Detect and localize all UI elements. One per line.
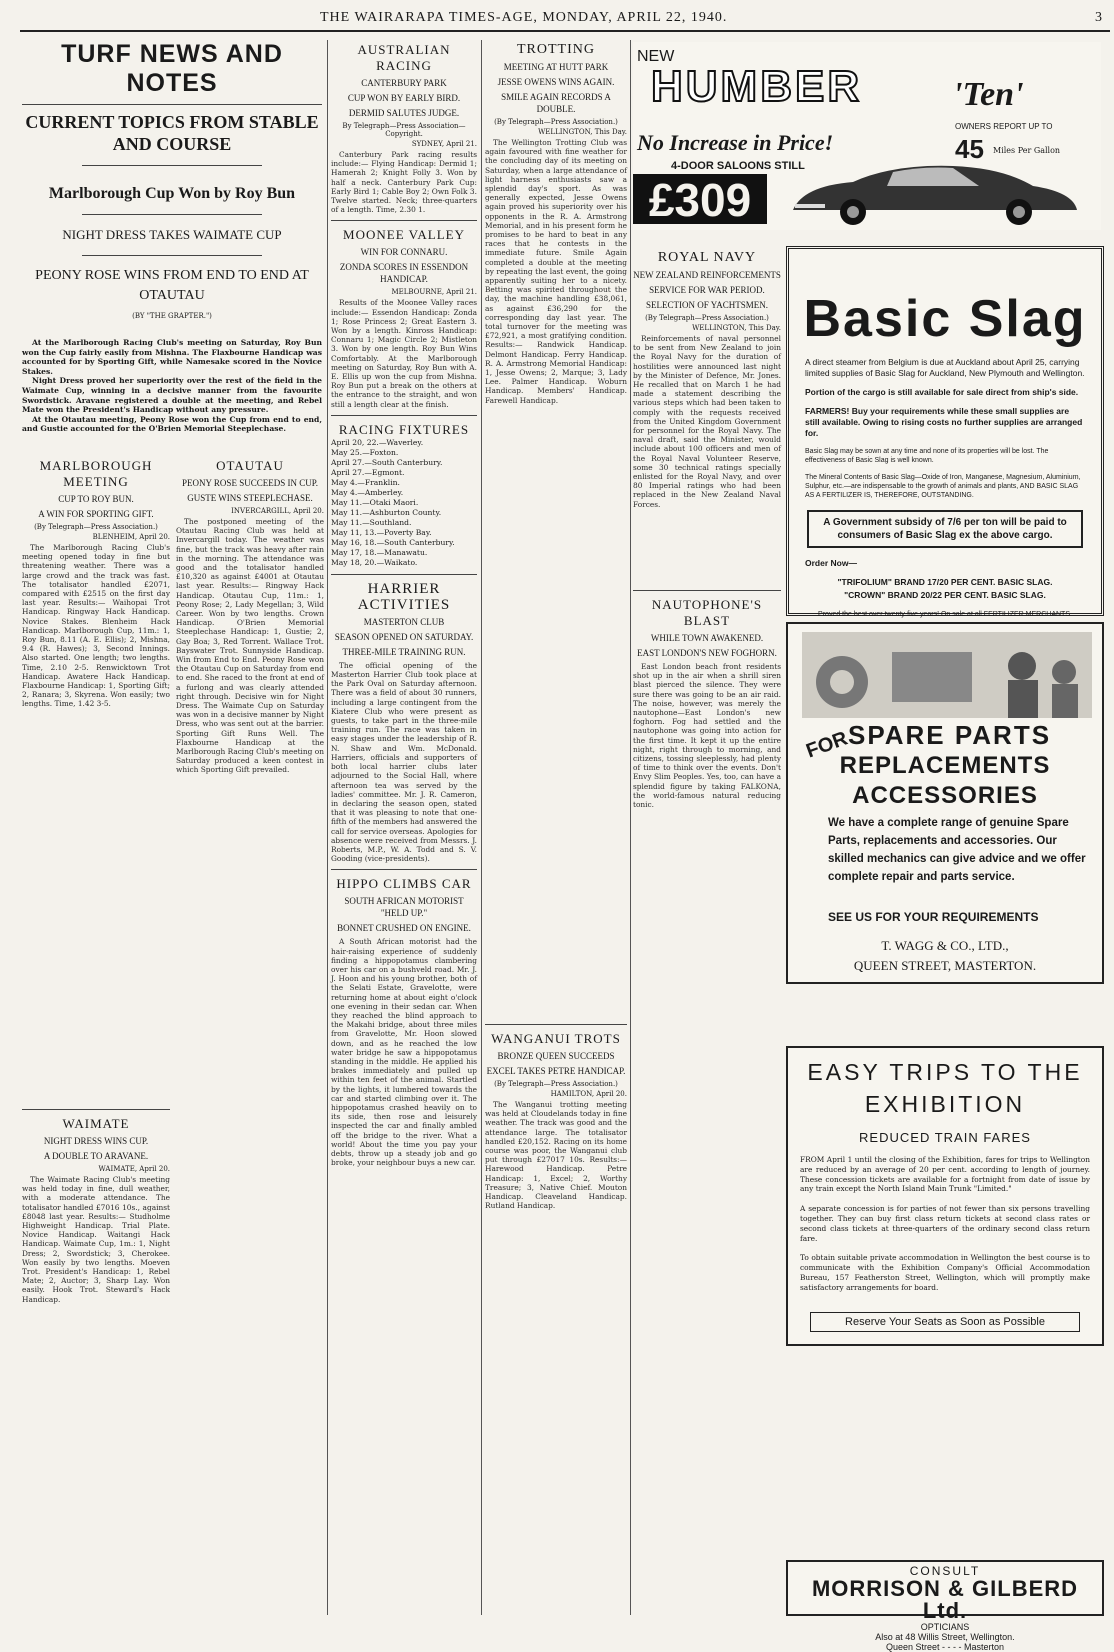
fixture-item: May 16, 18.—South Canterbury.	[331, 537, 455, 547]
parts-firm: T. WAGG & CO., LTD.,	[881, 938, 1009, 953]
exh-reduced: REDUCED TRAIN FARES	[859, 1130, 1031, 1145]
marlborough-sub2: A WIN FOR SPORTING GIFT.	[38, 509, 154, 519]
opticians-advert	[786, 1560, 1104, 1652]
fixture-item: May 18, 20.—Waikato.	[331, 557, 418, 567]
humber-owners: OWNERS REPORT UP TO	[955, 122, 1053, 131]
trotting-s1: JESSE OWENS WINS AGAIN.	[497, 77, 615, 87]
parts-accessories: ACCESSORIES	[852, 782, 1038, 809]
turf-lead-2: Night Dress proved her superiority over the rest of the field in the Waimate Cup, winning in a decisive manner from the favourite Swordstick. Aravane registered a double at the meeting, and Rebel Mate won the President's Handicap without any pressure.	[22, 376, 322, 415]
fixture-item: April 20, 22.—Waverley.	[331, 437, 424, 447]
harrier-sub: MASTERTON CLUB	[363, 616, 445, 627]
slag-p5: The Mineral Contents of Basic Slag—Oxide of Iron, Manganese, Magnesium, Aluminium, Sulphur, etc.—are indispensable to the growth of animals and plants, AND BASIC SLAG AS A FERTILIZER IS, THEREFORE, OUTSTANDING.	[805, 474, 1081, 499]
trotting-sub: MEETING AT HUTT PARK	[503, 62, 609, 72]
waimate-body: The Waimate Racing Club's meeting was held today in fine, dull weather, with a moderate attendance. The totalisator handled £7016 10s., against £8048 last year. Results:— Studholme Highweight Handicap. Trial Plate. Novice Handicap. Waitangi Hack Handicap. Waimate Cup, 1m.: 1, Night Dress; 2, Swordstick; 3, Cherokee. Won easily by two lengths. Moeven Trot. President's Handicap: 1, Rebel Mate; 2, Auctor; 3, Sharp Lay. Won easily. Hook Trot. Steward's Hack Handicap.	[22, 1175, 170, 1304]
royal-navy-column	[633, 244, 781, 1614]
slag-p2: Portion of the cargo is still available for sale direct from ship's side.	[805, 387, 1079, 397]
moonee-title: MOONEE VALLEY	[343, 227, 465, 243]
moonee-body: Results of the Moonee Valley races include:— Essendon Handicap: Zonda 1; Rose Princess 2; Great Eastern 3. Won by a length. Kinross Handicap: Connaru 1; Magic Circle 2; Mistleton 3. Won by one length. Roy Bun Wins Comfortably. At the Marlborough meeting on Saturday, Roy Bun with A. E. Ellis up won the cup from Mishna. Roy Bun put a break on the others at the entrance to the straight, and won still a length clear at the finish.	[331, 298, 477, 409]
trotting-body: The Wellington Trotting Club was again favoured with fine weather for the concluding day of its meeting on Saturday, when a large attendance of light harness enthusiasts saw a splendid day's sport. As was generally expected, Jesse Owens again proved his superiority over his opponents in the R. A. Armstrong Memorial, and in his present form he promises to be hard to beat in any races that he contests in the immediate future. Smile Again completed a double at the meeting by repeating the last event, the going apparently suiting her to a nicety. Betting was spirited throughout the day, the machine handling £38,061, as against £36,290 for the corresponding day last year. The total turnover for the meeting was £72,921, a most gratifying condition. Results:— Randwick Handicap. Delmont Handicap. Ferry Handicap. R. A. Armstrong Memorial Handicap: 1, Jesse Owens; 2, Marque; 3, Lady Lee. Palmer Handicap. Woburn Handicap. Members' Handicap. Farewell Handicap.	[485, 138, 627, 405]
marlborough-sub1: CUP TO ROY BUN.	[58, 494, 134, 504]
column-rule	[481, 40, 482, 1615]
page-number: 3	[1095, 10, 1102, 25]
otautau-title: OTAUTAU	[216, 458, 284, 473]
marlborough-title: MARLBOROUGH MEETING	[39, 458, 153, 489]
headline-night-dress: NIGHT DRESS TAKES WAIMATE CUP	[62, 227, 282, 242]
wanganui-s1: EXCEL TAKES PETRE HANDICAP.	[486, 1066, 626, 1076]
fixture-item: May 11, 13.—Poverty Bay.	[331, 527, 432, 537]
waimate-sub2: A DOUBLE TO ARAVANE.	[43, 1151, 149, 1161]
slag-p3: FARMERS! Buy your requirements while these small supplies are still available. Owing to rising costs no further supplies are arranged for.	[805, 406, 1083, 438]
wanganui-dateline: HAMILTON, April 20.	[550, 1090, 627, 1098]
turf-subheading: CURRENT TOPICS FROM STABLE AND COURSE	[25, 112, 319, 154]
australian-column	[331, 40, 477, 1615]
aus-s1: CUP WON BY EARLY BIRD.	[347, 93, 461, 103]
moonee-sub: WIN FOR CONNARU.	[360, 247, 448, 258]
wanganui-title: WANGANUI TROTS	[491, 1031, 621, 1046]
parts-body: We have a complete range of genuine Spare Parts, replacements and accessories. Our skilled mechanics can give advice and we offer complete repair and parts service.	[828, 817, 1086, 883]
humber-mpg-text: Miles Per Gallon	[993, 146, 1061, 155]
exh-title: EASY TRIPS TO THE EXHIBITION	[807, 1059, 1083, 1117]
navy-body: Reinforcements of naval personnel to be sent from New Zealand to join the Royal Navy for the duration of hostilities were announced last night by the Minister of Defence, Mr. Jones. He recalled that on March 1 he had made a statement describing the various steps which had been taken to comply with the requests received from the United Kingdom Government for personnel for the Royal Navy. The naval draft, said the Minister, would include about 100 officers and men of the Royal Naval Volunteer Reserve, some 30 technical ratings specially enlisted for the Royal Navy, and over 80 Imperial ratings who had been replaced in the New Zealand Naval Forces.	[633, 334, 781, 509]
trotting-dateline: WELLINGTON, This Day.	[538, 128, 627, 136]
slag-order: Order Now—	[805, 558, 857, 568]
masthead	[20, 4, 1110, 32]
humber-new: NEW	[637, 48, 675, 65]
humber-name: HUMBER	[651, 62, 863, 111]
hippo-sub: SOUTH AFRICAN MOTORIST "HELD UP."	[344, 896, 464, 919]
navy-dateline: WELLINGTON, This Day.	[692, 324, 781, 332]
headline-roy-bun: Marlborough Cup Won by Roy Bun	[48, 185, 296, 202]
slag-p4: Basic Slag may be sown at any time and none of its properties will be lost. The effectiveness of Basic Slag is well known.	[805, 448, 1049, 464]
headline-peony-rose: PEONY ROSE WINS FROM END TO END AT OTAUTAU	[35, 268, 309, 303]
harrier-body: The official opening of the Masterton Harrier Club took place at the Park Oval on Saturday afternoon. There was a field of about 30 runners, including a large contingent from the Kiatere Club who were present as guests, to take part in the three-mile training run. The race was taken in easy stages under the leadership of R. N. Shaw and Wm. McDonald. Harriers, officials and supporters of both local harrier clubs later adjourned to the Social Hall, where afternoon tea was served by the ladies' committee. Mr. J. R. Cameron, in declaring the season open, stated that it was pleasing to note that one-fifth of the members had answered the call for service overseas. Apologies for absence were received from Messrs. J. Roberts, M.P., W. A. Todd and S. V. Gooding (vice-presidents).	[331, 660, 477, 864]
moonee-s1: ZONDA SCORES IN ESSENDON HANDICAP.	[339, 262, 469, 285]
marlborough-waimate-column	[22, 452, 170, 1612]
hippo-title: HIPPO CLIMBS CAR	[336, 876, 472, 892]
slag-brand-2: "CROWN" BRAND 20/22 PER CENT. BASIC SLAG.	[844, 590, 1046, 600]
waimate-title: WAIMATE	[62, 1116, 130, 1131]
parts-spare: SPARE PARTS	[848, 720, 1052, 750]
fixture-item: April 27.—Egmont.	[331, 467, 405, 477]
column-rule	[630, 40, 631, 1615]
hippo-body: A South African motorist had the hair-raising experience of suddenly finding a hippopotamus clambering over his car on a bushveld road. Mr. J. J. Hoon and his young brother, both of the Selati Estate, Gravelotte, were returning home at about eight o'clock one evening in their sedan car. When they reached the blind approach to the Makahi bridge, about three miles from Gravelotte, Mr. Hoon slowed down, and as he reached the low water bridge he saw a hippopotamus standing in the middle. He applied his brakes immediately and pulled up within ten feet of the animal. Startled by the lights, it lumbered towards the car and started climbing over it. The hippopotamus crashed heavily on to its side, then rose and leisurely inspected the car and finally ambled off the bridge to the river. What a world! About the time you pay your debts, throw up a steady job and go broke, your neighbour buys a new car.	[331, 937, 477, 1168]
parts-street: QUEEN STREET, MASTERTON.	[853, 958, 1037, 973]
column-rule	[327, 40, 328, 1615]
trotting-s2: SMILE AGAIN RECORDS A DOUBLE.	[501, 92, 611, 114]
otautau-column	[176, 452, 324, 1612]
harrier-s2: THREE-MILE TRAINING RUN.	[342, 646, 466, 657]
slag-brand-1: "TRIFOLIUM" BRAND 17/20 PER CENT. BASIC SLAG.	[837, 577, 1053, 587]
parts-see-us: SEE US FOR YOUR REQUIREMENTS	[828, 910, 1039, 924]
turf-header-block	[22, 40, 322, 340]
fixture-item: May 4.—Franklin.	[331, 477, 400, 487]
turf-lead-3: At the Otautau meeting, Peony Rose won the Cup from end to end, and Gustie accounted for the O'Brien Memorial Steeplechase.	[22, 414, 322, 434]
navy-title: ROYAL NAVY	[657, 250, 757, 265]
opt-queen: Queen Street - - - - Masterton	[885, 1642, 1005, 1652]
exh-p1: FROM April 1 until the closing of the Exhibition, fares for trips to Wellington are reduced by an average of 20 per cent. according to length of journey. These concession tickets are available for a fortnight from date of issue by any train except the North Island Main Trunk "Limited."	[800, 1155, 1090, 1194]
exh-p3: To obtain suitable private accommodation in Wellington the best course is to communicate with the Exhibition Company's Official Accommodation Bureau, 157 Featherston Street, Wellington, which will promptly make satisfactory arrangements for board.	[800, 1253, 1090, 1292]
navy-s1: SERVICE FOR WAR PERIOD.	[649, 285, 765, 295]
masthead-title: THE WAIRARAPA TIMES-AGE, MONDAY, APRIL 22, 1940.	[320, 10, 728, 25]
opt-opticians: OPTICIANS	[920, 1622, 970, 1632]
slag-p1: A direct steamer from Belgium is due at Auckland about April 25, carrying limited supplies of Basic Slag for Auckland, New Plymouth and Wellington.	[805, 357, 1085, 378]
spare-parts-advert	[786, 622, 1104, 984]
humber-no-increase: No Increase in Price!	[637, 130, 834, 155]
otautau-sub2: GUSTE WINS STEEPLECHASE.	[187, 493, 313, 503]
car-illustration-icon	[783, 160, 1083, 228]
nautophone-title: NAUTOPHONE'S BLAST	[651, 597, 763, 628]
opt-consult: CONSULT	[909, 1564, 981, 1578]
aus-sub: CANTERBURY PARK	[361, 78, 447, 88]
parts-replacements: REPLACEMENTS	[839, 752, 1051, 779]
fixture-item: April 27.—South Canterbury.	[331, 457, 443, 467]
marlborough-byline: (By Telegraph—Press Association.)	[34, 523, 158, 531]
humber-advert	[633, 42, 1101, 230]
basic-slag-advert	[786, 246, 1104, 616]
turf-lead: At the Marlborough Racing Club's meeting on Saturday, Roy Bun won the Cup fairly easily from Mishna. The Flaxbourne Handicap was accounted for by Sporting Gift, while Namesake scored in the Novice Stakes.	[22, 338, 322, 376]
exhibition-advert	[786, 1046, 1104, 1346]
nautophone-s1: EAST LONDON'S NEW FOGHORN.	[637, 648, 777, 658]
aus-dateline: SYDNEY, April 21.	[411, 140, 477, 148]
hippo-s1: BONNET CRUSHED ON ENGINE.	[337, 923, 471, 934]
fixture-item: May 11.—Otaki Maori.	[331, 497, 419, 507]
trotting-title: TROTTING	[517, 42, 595, 57]
trotting-column	[485, 40, 627, 1615]
harrier-title: HARRIER ACTIVITIES	[357, 580, 451, 613]
fixture-item: May 11.—Southland.	[331, 517, 412, 527]
moonee-dateline: MELBOURNE, April 21.	[391, 288, 477, 297]
fixture-item: May 11.—Ashburton County.	[331, 507, 442, 517]
workshop-illustration-icon	[802, 632, 1092, 718]
aus-title: AUSTRALIAN RACING	[357, 42, 451, 73]
trotting-byline: (By Telegraph—Press Association.)	[494, 118, 618, 126]
navy-s2: SELECTION OF YACHTSMEN.	[646, 300, 768, 310]
slag-subsidy-box: A Government subsidy of 7/6 per ton will be paid to consumers of Basic Slag ex the above cargo.	[807, 510, 1083, 548]
humber-ten: 'Ten'	[953, 76, 1024, 113]
slag-p6: Proved the best over twenty-five years! On sale at all FERTILIZER MERCHANTS.	[818, 611, 1072, 618]
otautau-body: The postponed meeting of the Otautau Racing Club was held at Invercargill today. The weather was fine, but the track was heavy after rain in the morning. The attendance was good and the totalisator handled £10,320 as against £4001 at Otautau last year. Results:— Ringway Hack Handicap. Otautau Cup, 11m.: 1, Peony Rose; 2, Lady Megellan; 3, Wild Career. Won by two lengths. Crown Handicap. O'Brien Memorial Steeplechase Handicap: 1, Gustie; 2, Gay Boa; 3, Red Torrent. Wallace Trot. Bayswater Trot. Sunnyside Handicap. Win from End to End. Peony Rose won the Otautau Cup on Saturday from end to end. She raced to the front at end of a furlong and was clearly attended right through. Decisive win for Night Dress. The Waimate Cup on Saturday was won in a decisive manner by Night Dress, who was sent out at the barrier. Sporting Gift Runs Well. The Flaxbourne Handicap at the Marlborough Racing Club's meeting on Saturday produced a keen contest in which Sporting Gift prevailed.	[176, 517, 324, 775]
navy-byline: (By Telegraph—Press Association.)	[645, 314, 769, 322]
humber-price: £309	[633, 174, 767, 224]
parts-for: FOR	[803, 727, 851, 763]
slag-title: Basic Slag	[803, 290, 1087, 348]
otautau-sub1: PEONY ROSE SUCCEEDS IN CUP.	[182, 478, 318, 488]
fixtures-title: RACING FIXTURES	[338, 421, 470, 437]
aus-s2: DERMID SALUTES JUDGE.	[348, 108, 460, 118]
humber-doors: 4-DOOR SALOONS STILL	[671, 160, 805, 172]
waimate-sub1: NIGHT DRESS WINS CUP.	[43, 1136, 149, 1146]
turf-lead-block	[22, 338, 322, 450]
opt-name: MORRISON & GILBERD Ltd.	[811, 1576, 1079, 1623]
aus-byline: By Telegraph—Press Association—Copyright.	[342, 122, 466, 138]
fixture-item: May 4.—Amberley.	[331, 487, 404, 497]
turf-byline: (BY "THE GRAPTER.")	[132, 312, 212, 320]
harrier-s1: SEASON OPENED ON SATURDAY.	[334, 631, 474, 642]
fixture-item: May 17, 18.—Manawatu.	[331, 547, 428, 557]
wanganui-body: The Wanganui trotting meeting was held at Cloudelands today in fine weather. The track was good and the attendance large. The totalisator handled £20,152. Racing on its home course was poor, the Wanganui club put through £27017 10s. Results:— Harewood Handicap. Petre Handicap: 1, Excel; 2, Worthy Treasure; 3, Native Chief. Mouton Handicap. Cleaveland Handicap. Rutland Handicap.	[485, 1100, 627, 1211]
humber-mpg: 45	[955, 134, 984, 164]
aus-body: Canterbury Park racing results include:— Flying Handicap: Dermid 1; Hamerah 2; Knight Folly 3. Won by half a neck. Canterbury Park Cup: Early Bird 1; Cable Boy 2; Own Folk 3. Twelve started. Neck; three-quarters of a length. Time, 2.30 1.	[331, 150, 477, 215]
wanganui-sub: BRONZE QUEEN SUCCEEDS	[497, 1051, 615, 1061]
marlborough-dateline: BLENHEIM, April 20.	[92, 533, 170, 541]
opt-also: Also at 48 Willis Street, Wellington.	[875, 1632, 1015, 1642]
otautau-dateline: INVERCARGILL, April 20.	[231, 507, 324, 515]
wanganui-byline: (By Telegraph—Press Association.)	[494, 1080, 618, 1088]
turf-heading: TURF NEWS AND NOTES	[61, 40, 283, 97]
nautophone-sub: WHILE TOWN AWAKENED.	[650, 633, 764, 643]
nautophone-body: East London beach front residents shot up in the air when a shrill siren blast pierced the silence. They were sure there was going to be an air raid. The noise, however, was merely the nautophone—East London's new foghorn. Fog had settled and the nautophone was going into action for the first time. It kept it up the entire night, right through to morning, and citizens, tossing sleeplessly, had plenty of time to think over the events. Don't Envy Slim Peoples. Yes, too, can have a splendid figure by taking FALKONA, the world-famous natural reducing tonic.	[633, 662, 781, 810]
marlborough-body: The Marlborough Racing Club's meeting opened today in fine but threatening weather. There was a large crowd and the track was fast. The totalisator handled £2071, compared with £2515 on the first day last year. Results:— Waihopai Trot Handicap. Ringway Hack Handicap. Novice Stakes. Blenheim Hack Handicap. Marlborough Cup, 11m.: 1, Roy Bun, 8.11 (A. E. Ellis); 2, Mishna, 9.4 (R. Hawes); 3, Second Innings. Also started. One length; two lengths. Time, 2.10 2-5. Renwicktown Trot Handicap. Awatere Hack Handicap. Flaxbourne Handicap: 1, Sporting Gift; 2, Ranara; 3, Skyrena. Won easily; two lengths. Time, 1.42 3-5.	[22, 543, 170, 709]
exh-p2: A separate concession is for parties of not fewer than six persons travelling together. They can buy first class return tickets at second class rates or second class tickets at three-quarters of the ordinary second class return fare.	[800, 1204, 1090, 1243]
fixture-item: May 25.—Foxton.	[331, 447, 399, 457]
waimate-dateline: WAIMATE, April 20.	[98, 1165, 170, 1173]
fixtures-list	[331, 438, 477, 568]
navy-sub: NEW ZEALAND REINFORCEMENTS	[633, 270, 781, 280]
exh-reserve: Reserve Your Seats as Soon as Possible	[810, 1312, 1080, 1332]
